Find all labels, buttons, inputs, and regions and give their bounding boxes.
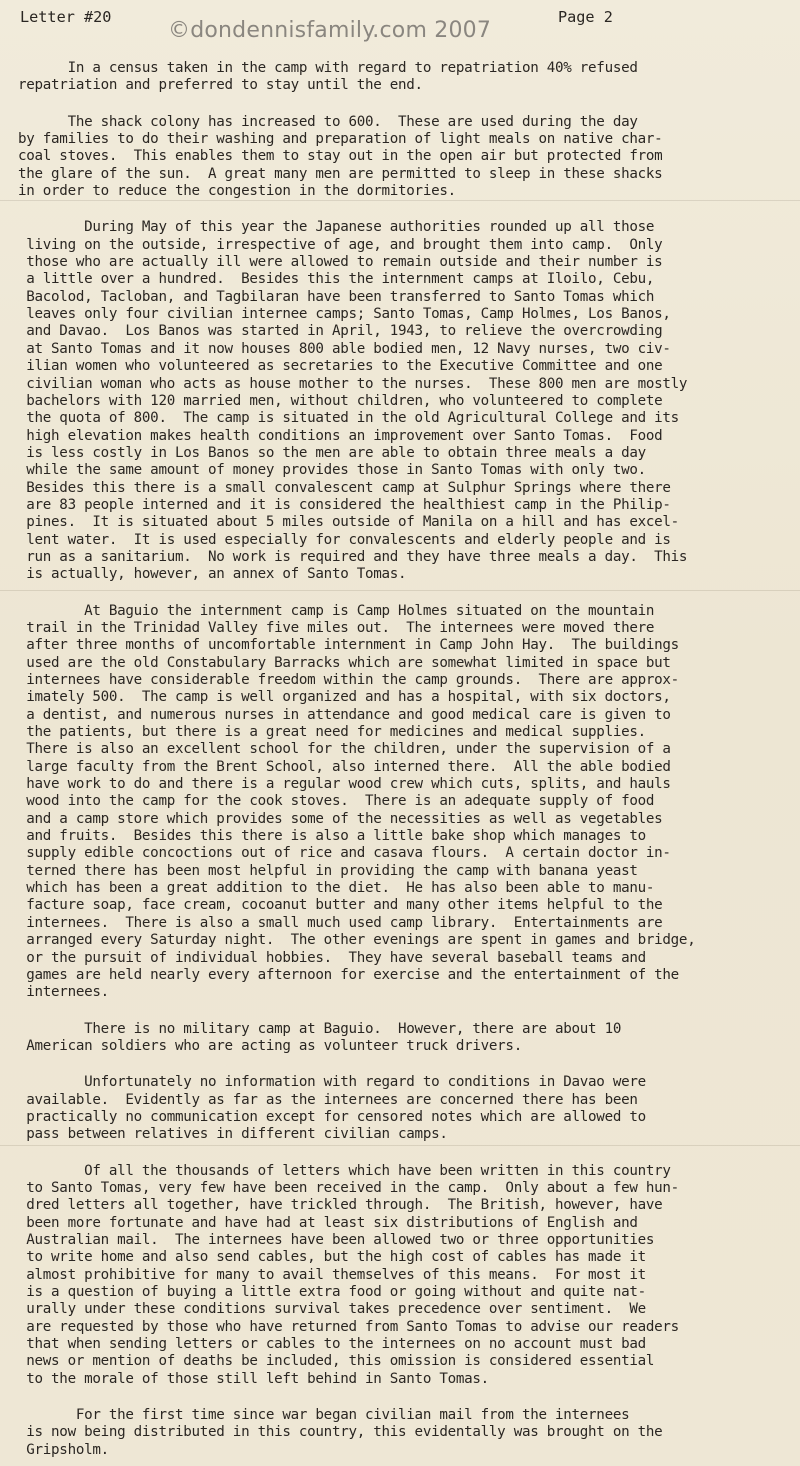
text-line: practically no communication except for censored notes which are allowed to [18, 1108, 646, 1125]
text-line: American soldiers who are acting as volunteer truck drivers. [18, 1037, 522, 1054]
text-line: used are the old Constabulary Barracks which are somewhat limited in space but [18, 654, 671, 671]
text-line: urally under these conditions survival takes precedence over sentiment. We [18, 1301, 646, 1318]
text-line: that when sending letters or cables to the internees on no account must bad [18, 1336, 646, 1353]
text-line: is actually, however, an annex of Santo Tomas. [18, 566, 407, 583]
paragraph [18, 114, 782, 201]
text-line: a dentist, and numerous nurses in attendance and good medical care is given to [18, 706, 671, 723]
text-line: news or mention of deaths be included, this omission is considered essential [18, 1353, 655, 1370]
text-line: civilian woman who acts as house mother to the nurses. These 800 men are mostly [18, 375, 688, 392]
text-line: internees. There is also a small much used camp library. Entertainments are [18, 914, 663, 931]
letter-number: Letter #20 [20, 8, 112, 26]
text-line: at Santo Tomas and it now houses 800 able bodied men, 12 Navy nurses, two civ- [18, 340, 671, 357]
text-line: high elevation makes health conditions an improvement over Santo Tomas. Food [18, 427, 663, 444]
text-line: in order to reduce the congestion in the dormitories. [18, 183, 456, 200]
text-line: For the first time since war began civilian mail from the internees [18, 1407, 630, 1424]
text-line: The shack colony has increased to 600. These are used during the day [18, 113, 638, 130]
text-line: almost prohibitive for many to avail themselves of this means. For most it [18, 1266, 646, 1283]
text-line: internees have considerable freedom within the camp grounds. There are approx- [18, 672, 679, 688]
text-line: and fruits. Besides this there is also a little bake shop which manages to [18, 828, 646, 845]
text-line: terned there has been most helpful in providing the camp with banana yeast [18, 862, 638, 879]
text-line: a little over a hundred. Besides this the internment camps at Iloilo, Cebu, [18, 271, 655, 288]
text-line: while the same amount of money provides those in Santo Tomas with only two. [18, 462, 646, 479]
text-line: large faculty from the Brent School, also interned there. All the able bodied [18, 758, 671, 775]
text-line: the quota of 800. The camp is situated in the old Agricultural College and its [18, 410, 679, 427]
text-line: living on the outside, irrespective of age, and brought them into camp. Only [18, 236, 663, 253]
text-line: the glare of the sun. A great many men are permitted to sleep in these shacks [18, 165, 663, 182]
text-line: Gripsholm. [18, 1441, 109, 1458]
text-line: lent water. It is used especially for convalescents and elderly people and is [18, 531, 671, 548]
text-line: dred letters all together, have trickled through. The British, however, have [18, 1197, 663, 1214]
page-number: Page 2 [558, 8, 613, 26]
paragraph [18, 1021, 782, 1056]
text-line: are requested by those who have returned from Santo Tomas to advise our readers [18, 1318, 679, 1335]
text-line: or the pursuit of individual hobbies. They have several baseball teams and [18, 949, 646, 966]
text-line: after three months of uncomfortable internment in Camp John Hay. The buildings [18, 637, 679, 654]
text-line: and Davao. Los Banos was started in April, 1943, to relieve the overcrowding [18, 323, 663, 340]
letter-body [18, 60, 782, 1459]
text-line: the patients, but there is a great need for medicines and medical supplies. [18, 724, 646, 741]
text-line: wood into the camp for the cook stoves. There is an adequate supply of food [18, 793, 655, 810]
paragraph [18, 1407, 782, 1459]
text-line: which has been a great addition to the diet. He has also been able to manu- [18, 880, 655, 897]
text-line: Australian mail. The internees have been allowed two or three opportunities [18, 1231, 655, 1248]
text-line: to write home and also send cables, but the high cost of cables has made it [18, 1249, 646, 1266]
text-line: those who are actually ill were allowed to remain outside and their number is [18, 254, 663, 271]
text-line: There is no military camp at Baguio. However, there are about 10 [18, 1020, 622, 1037]
text-line: is a question of buying a little extra food or going without and quite nat- [18, 1284, 646, 1300]
paragraph [18, 1163, 782, 1388]
copyright-watermark: ©dondennisfamily.com 2007 [168, 18, 492, 43]
text-line: coal stoves. This enables them to stay out in the open air but protected from [18, 148, 663, 165]
letter-header [18, 4, 782, 43]
text-line: Of all the thousands of letters which have been written in this country [18, 1162, 671, 1179]
text-line: pass between relatives in different civilian camps. [18, 1126, 448, 1143]
text-line: trail in the Trinidad Valley five miles out. The internees were moved there [18, 619, 655, 636]
text-line: is less costly in Los Banos so the men are able to obtain three meals a day [18, 444, 646, 461]
text-line: During May of this year the Japanese authorities rounded up all those [18, 219, 655, 236]
text-line: is now being distributed in this country, this evidentally was brought on the [18, 1424, 663, 1441]
text-line: arranged every Saturday night. The other evenings are spent in games and bridge, [18, 932, 696, 949]
paper-fold [0, 1145, 800, 1146]
text-line: by families to do their washing and preparation of light meals on native char- [18, 131, 663, 148]
text-line: leaves only four civilian internee camps; Santo Tomas, Camp Holmes, Los Banos, [18, 306, 671, 323]
text-line: Unfortunately no information with regard to conditions in Davao were [18, 1074, 646, 1091]
text-line: ilian women who volunteered as secretaries to the Executive Committee and one [18, 358, 663, 375]
text-line: are 83 people interned and it is considered the healthiest camp in the Philip- [18, 496, 671, 513]
text-line: have work to do and there is a regular wood crew which cuts, splits, and hauls [18, 776, 671, 793]
text-line: games are held nearly every afternoon for exercise and the entertainment of the [18, 966, 679, 983]
text-line: repatriation and preferred to stay until the end. [18, 77, 423, 94]
text-line: bachelors with 120 married men, without children, who volunteered to complete [18, 392, 663, 409]
paragraph [18, 60, 782, 95]
text-line: and a camp store which provides some of the necessities as well as vegetables [18, 810, 663, 827]
text-line: internees. [18, 984, 109, 1001]
text-line: available. Evidently as far as the internees are concerned there has been [18, 1091, 638, 1108]
paper-fold [0, 200, 800, 201]
text-line: In a census taken in the camp with regard to repatriation 40% refused [18, 60, 638, 76]
paragraph [18, 219, 782, 583]
text-line: Bacolod, Tacloban, and Tagbilaran have been transferred to Santo Tomas which [18, 288, 655, 305]
text-line: been more fortunate and have had at least six distributions of English and [18, 1214, 638, 1231]
text-line: There is also an excellent school for the children, under the supervision of a [18, 741, 671, 758]
text-line: supply edible concoctions out of rice and casava flours. A certain doctor in- [18, 845, 671, 862]
text-line: pines. It is situated about 5 miles outside of Manila on a hill and has excel- [18, 514, 679, 531]
text-line: At Baguio the internment camp is Camp Holmes situated on the mountain [18, 602, 655, 619]
text-line: run as a sanitarium. No work is required and they have three meals a day. This [18, 548, 688, 565]
text-line: imately 500. The camp is well organized and has a hospital, with six doctors, [18, 689, 671, 706]
text-line: to the morale of those still left behind in Santo Tomas. [18, 1370, 489, 1387]
text-line: to Santo Tomas, very few have been received in the camp. Only about a few hun- [18, 1179, 679, 1196]
paragraph [18, 603, 782, 1002]
text-line: facture soap, face cream, cocoanut butter and many other items helpful to the [18, 897, 663, 914]
paper-fold [0, 590, 800, 591]
paragraph [18, 1074, 782, 1143]
text-line: Besides this there is a small convalescent camp at Sulphur Springs where there [18, 479, 671, 496]
